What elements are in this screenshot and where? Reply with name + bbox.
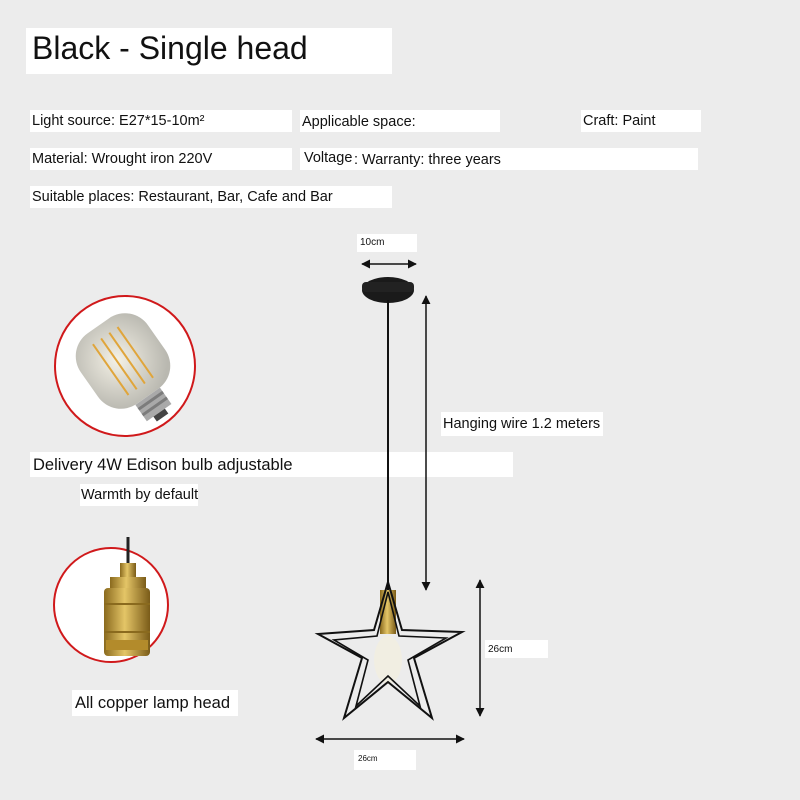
spec-light-source: Light source: E27*15-10m² bbox=[32, 113, 205, 129]
copper-lamp-head-image bbox=[54, 537, 168, 662]
spec-warranty: : Warranty: three years bbox=[354, 152, 501, 168]
spec-voltage: Voltage bbox=[304, 150, 353, 166]
bulb-caption: Delivery 4W Edison bulb adjustable bbox=[33, 456, 293, 474]
page-title: Black - Single head bbox=[32, 30, 308, 66]
shade-height-label: 26cm bbox=[488, 644, 513, 655]
spec-applicable-space: Applicable space: bbox=[302, 114, 416, 130]
hanging-wire-label: Hanging wire 1.2 meters bbox=[443, 416, 601, 432]
bulb-sub-caption: Warmth by default bbox=[81, 487, 199, 503]
canopy-width-label: 10cm bbox=[360, 237, 385, 248]
lamp-head-caption: All copper lamp head bbox=[75, 694, 231, 712]
spec-material: Material: Wrought iron 220V bbox=[32, 151, 213, 167]
edison-bulb-image bbox=[55, 296, 195, 436]
shade-width-label: 26cm bbox=[358, 754, 378, 763]
spec-craft: Craft: Paint bbox=[583, 113, 656, 129]
spec-suitable-places: Suitable places: Restaurant, Bar, Cafe and Bar bbox=[32, 189, 333, 205]
pendant-lamp-image bbox=[318, 277, 462, 718]
